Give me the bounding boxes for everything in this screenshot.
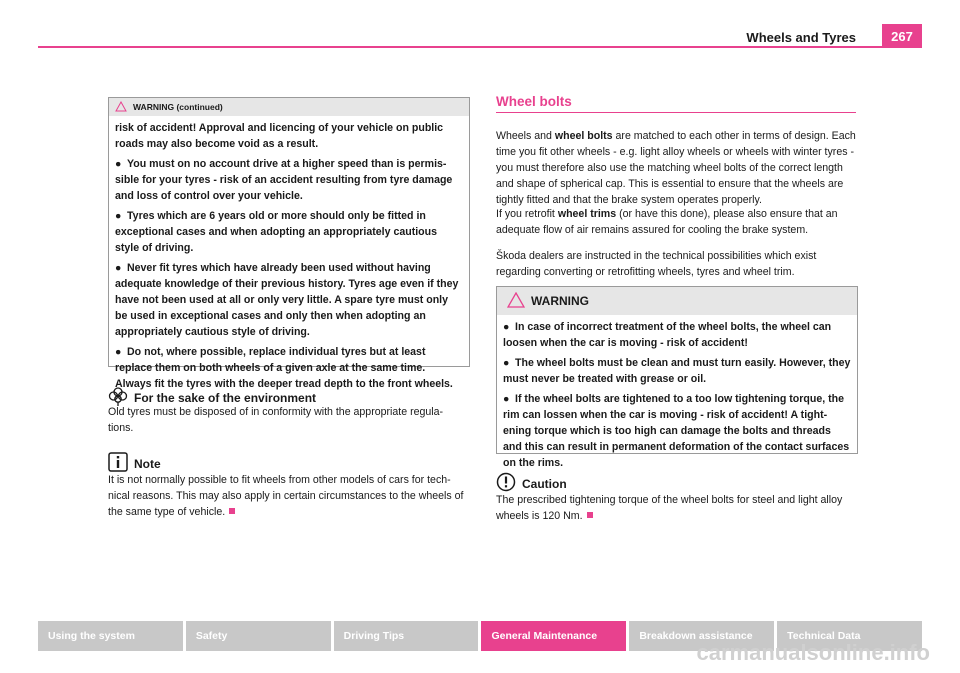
section-title: Wheel bolts — [496, 94, 572, 109]
environment-heading-text: For the sake of the environment — [134, 390, 317, 405]
warning-box-body — [497, 315, 857, 479]
warning-paragraph: risk of accident! Approval and licencing of your vehicle on public roads may also become void as a result. — [115, 122, 444, 150]
tab-driving-tips[interactable]: Driving Tips — [334, 621, 479, 651]
section-rule — [496, 112, 856, 113]
warning-box-title: WARNING (continued) — [133, 102, 223, 112]
warning-bullet-item: ● Do not, where possible, replace individual tyres but at least replace them on both wheels of a given axle at the same time. Always fit the tyres with the deeper tread depth to the front wheels. — [115, 346, 453, 390]
header-rule — [38, 46, 922, 48]
tab-safety[interactable]: Safety — [186, 621, 331, 651]
bullet-icon: ● — [503, 321, 510, 333]
warning-bullet-item: ● Never fit tyres which have already been used without having adequate knowledge of their previous history. Tyres age even if they have not been used at all or only very little. A spare tyre must only be used in exceptional cases and only then when adopting an appropriately cautious style of driving. — [115, 262, 459, 338]
bullet-icon: ● — [115, 158, 122, 170]
bullet-icon: ● — [503, 393, 510, 405]
warning-bullet-item: ● If the wheel bolts are tightened to a too low tightening torque, the rim can lossen when the car is moving - risk of accident! A tight-ening torque which is too high can damage the bolts and threads and this can result in permanent deformation of the contact surfaces on the rims. — [503, 393, 850, 469]
note-text: It is not normally possible to fit wheels from other models of cars for tech-nical reasons. This may also apply in certain circumstances to the wheels of the same type of vehicle. — [108, 474, 464, 518]
warning-box-title: WARNING — [531, 294, 589, 308]
tab-using-the-system[interactable]: Using the system — [38, 621, 183, 651]
end-marker-icon — [587, 512, 593, 518]
caution-heading-text: Caution — [522, 476, 567, 491]
tab-general-maintenance[interactable]: General Maintenance — [481, 621, 626, 651]
warning-box-body — [109, 116, 469, 400]
bullet-icon: ● — [503, 357, 510, 369]
page-number: 267 — [882, 24, 922, 48]
warning-bullet-item: ● The wheel bolts must be clean and must turn easily. However, they must never be treated with grease or oil. — [503, 357, 851, 385]
warning-box-continued — [108, 97, 470, 390]
end-marker-icon — [229, 508, 235, 514]
caution-text: The prescribed tightening torque of the wheel bolts for steel and light alloy wheels is 120 Nm. — [496, 494, 843, 522]
wheel-bolts-paragraph: Wheels and wheel bolts are matched to each other in terms of design. Each time you fit other wheels - e.g. light alloy wheels or wheels with winter tyres - you must therefore also use the matching wheel bolts of the correct length and shape of spherical cap. This is essential to ensure that the wheels are tightly fitted and that the brake system operates properly. — [496, 130, 856, 206]
note-heading-text: Note — [134, 456, 161, 471]
bullet-icon: ● — [115, 346, 122, 358]
warning-triangle-icon — [507, 292, 525, 311]
watermark: carmanualsonline.info — [696, 640, 930, 665]
warning-bullet-item: ● In case of incorrect treatment of the wheel bolts, the wheel can loosen when the car is moving - risk of accident! — [503, 321, 832, 349]
tab-technical-data[interactable]: Technical Data — [777, 621, 922, 651]
warning-bullet-item: ● Tyres which are 6 years old or more should only be fitted in exceptional cases and when adopting an appropriately cautious style of driving. — [115, 210, 438, 254]
wheel-trims-paragraph: If you retrofit wheel trims (or have this done), please also ensure that an adequate flow of air remains assured for cooling the brake system. — [496, 208, 838, 236]
environment-text: Old tyres must be disposed of in conformity with the appropriate regula-tions. — [108, 406, 444, 434]
dealers-paragraph: Škoda dealers are instructed in the technical possibilities which exist regarding converting or retrofitting wheels, tyres and wheel trim. — [496, 250, 817, 278]
warning-box-header — [497, 287, 857, 315]
bullet-icon: ● — [115, 210, 122, 222]
bullet-icon: ● — [115, 262, 122, 274]
warning-triangle-icon — [115, 101, 127, 114]
tab-breakdown-assistance[interactable]: Breakdown assistance — [629, 621, 774, 651]
page-header-title: Wheels and Tyres — [746, 30, 856, 45]
warning-box-header — [109, 98, 469, 116]
warning-box — [496, 286, 858, 469]
warning-bullet-item: ● You must on no account drive at a higher speed than is permis-sible for your tyres - risk of an accident resulting from tyre damage and loss of control over your vehicle. — [115, 158, 453, 202]
